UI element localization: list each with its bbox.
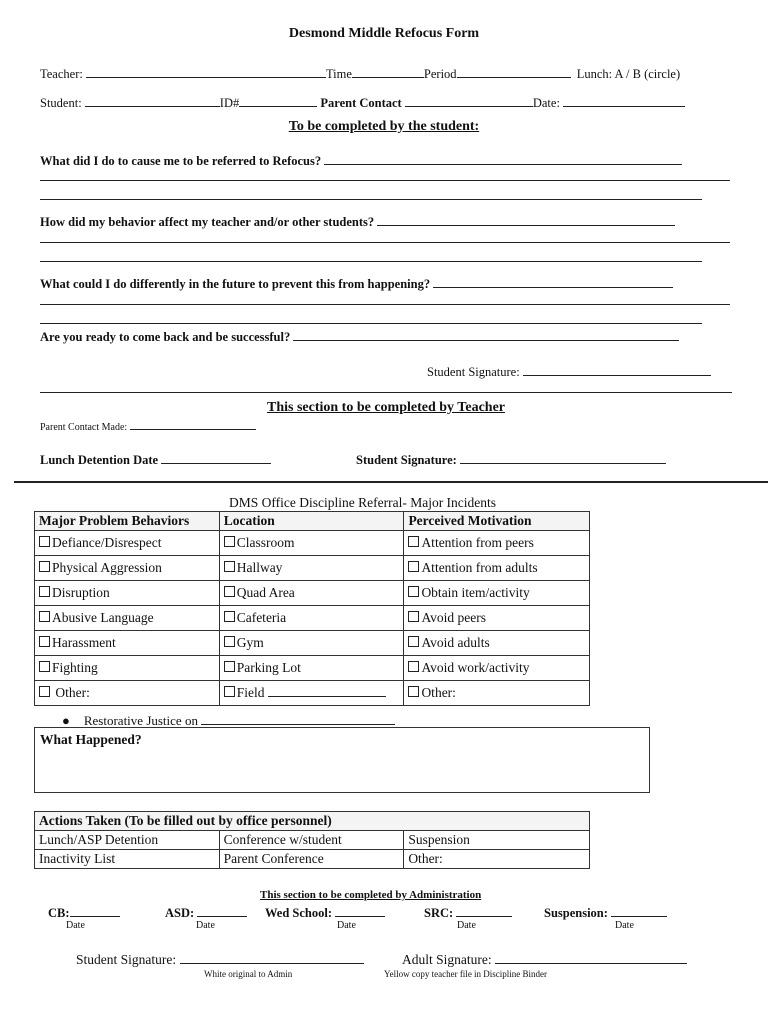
answer-2-field[interactable] xyxy=(377,213,675,226)
answer-3-field[interactable] xyxy=(433,275,673,288)
checkbox-obtain-item[interactable] xyxy=(404,581,590,606)
checkbox-avoid-peers[interactable] xyxy=(404,606,590,631)
teacher-student-signature-row xyxy=(356,451,666,468)
referral-title: DMS Office Discipline Referral- Major Incidents xyxy=(229,495,497,510)
table-row xyxy=(35,631,590,656)
question-2 xyxy=(40,213,675,230)
checkbox-physical-aggression[interactable] xyxy=(35,556,220,581)
suspension-date-label: Date xyxy=(615,920,634,931)
checkbox-icon[interactable] xyxy=(39,586,50,597)
checkbox-icon[interactable] xyxy=(224,586,235,597)
wed-school-label: Wed School: xyxy=(265,906,333,920)
lunch-detention-row xyxy=(40,451,271,468)
student-label: Student: xyxy=(40,96,82,110)
cb-field[interactable] xyxy=(70,904,120,917)
action-lunch-asp[interactable]: Lunch/ASP Detention xyxy=(35,831,220,850)
option-label: Defiance/Disrespect xyxy=(52,535,162,550)
option-label: Field xyxy=(236,685,265,700)
form-title: Desmond Middle Refocus Form xyxy=(288,26,480,41)
checkbox-icon[interactable] xyxy=(39,561,50,572)
checkbox-quad-area[interactable] xyxy=(219,581,404,606)
referral-table-header xyxy=(35,512,590,531)
action-inactivity-list[interactable]: Inactivity List xyxy=(35,850,220,869)
option-label: Physical Aggression xyxy=(52,560,162,575)
period-field[interactable] xyxy=(457,65,571,78)
actions-table xyxy=(34,811,590,869)
question-3-text: What could I do differently in the future to prevent this from happening? xyxy=(40,277,431,291)
date-field[interactable] xyxy=(563,94,685,107)
header-motivation: Perceived Motivation xyxy=(404,512,590,531)
student-row xyxy=(40,94,685,111)
checkbox-fighting[interactable] xyxy=(35,656,220,681)
checkbox-icon[interactable] xyxy=(39,636,50,647)
restorative-label: Restorative Justice on xyxy=(83,713,198,728)
student-signature-field[interactable] xyxy=(523,363,711,376)
action-suspension[interactable]: Suspension xyxy=(404,831,590,850)
option-label: Abusive Language xyxy=(52,610,154,625)
question-4 xyxy=(40,328,679,345)
suspension-label: Suspension: xyxy=(544,906,608,920)
checkbox-icon[interactable] xyxy=(408,536,419,547)
section-separator xyxy=(14,481,768,483)
option-label: Attention from adults xyxy=(421,560,538,575)
src-label: SRC: xyxy=(424,906,454,920)
checkbox-icon[interactable] xyxy=(39,686,50,697)
action-parent-conference[interactable]: Parent Conference xyxy=(219,850,404,869)
checkbox-icon[interactable] xyxy=(408,636,419,647)
answer-3-line-a[interactable] xyxy=(40,304,730,305)
checkbox-parking-lot[interactable] xyxy=(219,656,404,681)
checkbox-icon[interactable] xyxy=(224,636,235,647)
bullet-icon: ● xyxy=(62,713,70,728)
admin-asd xyxy=(165,904,247,921)
table-row xyxy=(35,606,590,631)
checkbox-icon[interactable] xyxy=(39,536,50,547)
what-happened-label: What Happened? xyxy=(40,732,142,747)
parent-contact-field[interactable] xyxy=(405,94,533,107)
checkbox-harassment[interactable] xyxy=(35,631,220,656)
checkbox-icon[interactable] xyxy=(224,561,235,572)
option-label: Fighting xyxy=(52,660,98,675)
adult-signature xyxy=(402,951,687,968)
option-label: Parking Lot xyxy=(236,660,301,675)
answer-4-field[interactable] xyxy=(293,328,679,341)
checkbox-classroom[interactable] xyxy=(219,531,404,556)
student-section-heading: To be completed by the student: xyxy=(288,119,480,134)
question-3 xyxy=(40,275,673,292)
lunch-options[interactable]: A / B (circle) xyxy=(614,67,681,81)
checkbox-abusive-language[interactable] xyxy=(35,606,220,631)
checkbox-icon[interactable] xyxy=(224,611,235,622)
checkbox-icon[interactable] xyxy=(408,686,419,697)
header-behaviors: Major Problem Behaviors xyxy=(35,512,220,531)
asd-label: ASD: xyxy=(165,906,195,920)
option-label: Classroom xyxy=(236,535,295,550)
checkbox-attention-adults[interactable] xyxy=(404,556,590,581)
referral-table xyxy=(34,511,590,706)
table-row xyxy=(35,581,590,606)
final-student-signature xyxy=(76,951,364,968)
final-student-signature-label: Student Signature: xyxy=(76,952,177,967)
admin-wed-school xyxy=(265,904,385,921)
yellow-copy-note: Yellow copy teacher file in Discipline Binder xyxy=(384,969,548,979)
parent-contact-made-row xyxy=(40,419,256,433)
option-label: Cafeteria xyxy=(236,610,287,625)
actions-title: Actions Taken (To be filled out by office personnel) xyxy=(35,812,590,831)
checkbox-avoid-work[interactable] xyxy=(404,656,590,681)
src-date-label: Date xyxy=(457,920,476,931)
parent-contact-made-field[interactable] xyxy=(130,419,256,430)
teacher-section-heading: This section to be completed by Teacher xyxy=(267,400,505,415)
divider-line xyxy=(40,392,732,393)
teacher-student-signature-field[interactable] xyxy=(460,451,666,464)
checkbox-disruption[interactable] xyxy=(35,581,220,606)
option-label: Hallway xyxy=(236,560,283,575)
checkbox-icon[interactable] xyxy=(408,611,419,622)
suspension-field[interactable] xyxy=(611,904,667,917)
checkbox-behavior-other[interactable] xyxy=(35,681,220,706)
teacher-field[interactable] xyxy=(86,65,326,78)
time-label: Time xyxy=(325,67,352,81)
answer-3-line-b[interactable] xyxy=(40,323,702,324)
student-field[interactable] xyxy=(85,94,220,107)
table-row xyxy=(35,556,590,581)
option-label: Obtain item/activity xyxy=(421,585,530,600)
asd-field[interactable] xyxy=(197,904,247,917)
question-1-text: What did I do to cause me to be referred to Refocus? xyxy=(40,154,322,168)
answer-2-line-b[interactable] xyxy=(40,261,702,262)
student-signature-row xyxy=(427,363,711,380)
parent-contact-made-label: Parent Contact Made: xyxy=(40,422,128,433)
checkbox-motivation-other[interactable] xyxy=(404,681,590,706)
question-1 xyxy=(40,152,682,169)
option-label: Avoid adults xyxy=(421,635,490,650)
answer-2-line-a[interactable] xyxy=(40,242,730,243)
restorative-field[interactable] xyxy=(201,712,395,725)
checkbox-icon[interactable] xyxy=(408,586,419,597)
teacher-student-signature-label: Student Signature: xyxy=(356,453,457,467)
action-conference-student[interactable]: Conference w/student xyxy=(219,831,404,850)
what-happened-box[interactable] xyxy=(34,727,650,793)
option-label: Other: xyxy=(421,685,456,700)
src-field[interactable] xyxy=(456,904,512,917)
asd-date-label: Date xyxy=(196,920,215,931)
option-label: Disruption xyxy=(52,585,110,600)
question-2-text: How did my behavior affect my teacher and/or other students? xyxy=(40,215,375,229)
option-label: Other: xyxy=(55,685,90,700)
checkbox-icon[interactable] xyxy=(408,661,419,672)
checkbox-icon[interactable] xyxy=(39,611,50,622)
checkbox-defiance[interactable] xyxy=(35,531,220,556)
checkbox-icon[interactable] xyxy=(408,561,419,572)
teacher-row xyxy=(40,65,680,82)
cb-date-label: Date xyxy=(66,920,85,931)
teacher-label: Teacher: xyxy=(40,67,83,81)
option-label: Avoid peers xyxy=(421,610,487,625)
checkbox-icon[interactable] xyxy=(224,686,235,697)
table-row xyxy=(35,681,590,706)
wed-school-field[interactable] xyxy=(335,904,385,917)
admin-heading: This section to be completed by Administration xyxy=(260,889,482,901)
option-label: Avoid work/activity xyxy=(421,660,530,675)
final-student-signature-field[interactable] xyxy=(180,951,364,964)
wed-school-date-label: Date xyxy=(337,920,356,931)
answer-1-field[interactable] xyxy=(324,152,682,165)
answer-1-line-b[interactable] xyxy=(40,199,702,200)
checkbox-cafeteria[interactable] xyxy=(219,606,404,631)
table-row xyxy=(35,831,590,850)
lunch-detention-label: Lunch Detention Date xyxy=(40,453,159,467)
adult-signature-field[interactable] xyxy=(495,951,687,964)
time-field[interactable] xyxy=(352,65,424,78)
checkbox-field[interactable] xyxy=(219,681,404,706)
lunch-label: Lunch: xyxy=(576,67,613,81)
id-field[interactable] xyxy=(239,94,317,107)
checkbox-avoid-adults[interactable] xyxy=(404,631,590,656)
admin-suspension xyxy=(544,904,667,921)
action-other[interactable]: Other: xyxy=(404,850,590,869)
date-label: Date: xyxy=(532,96,560,110)
option-label: Gym xyxy=(236,635,264,650)
checkbox-gym[interactable] xyxy=(219,631,404,656)
checkbox-icon[interactable] xyxy=(39,661,50,672)
checkbox-icon[interactable] xyxy=(224,661,235,672)
table-row xyxy=(35,656,590,681)
student-signature-label: Student Signature: xyxy=(427,365,520,379)
table-row xyxy=(35,531,590,556)
cb-label: CB: xyxy=(48,906,70,920)
question-4-text: Are you ready to come back and be successful? xyxy=(40,330,291,344)
option-label: Quad Area xyxy=(236,585,295,600)
answer-1-line-a[interactable] xyxy=(40,180,730,181)
admin-cb xyxy=(48,904,120,921)
option-label: Harassment xyxy=(52,635,116,650)
admin-src xyxy=(424,904,512,921)
table-row xyxy=(35,850,590,869)
checkbox-hallway[interactable] xyxy=(219,556,404,581)
actions-table-header xyxy=(35,812,590,831)
id-label: ID# xyxy=(219,96,240,110)
white-copy-note: White original to Admin xyxy=(204,969,293,979)
lunch-detention-field[interactable] xyxy=(161,451,271,464)
option-label: Attention from peers xyxy=(421,535,534,550)
checkbox-attention-peers[interactable] xyxy=(404,531,590,556)
field-location-field[interactable] xyxy=(268,686,386,697)
parent-contact-label: Parent Contact xyxy=(320,96,402,110)
checkbox-icon[interactable] xyxy=(224,536,235,547)
period-label: Period xyxy=(423,67,457,81)
header-location: Location xyxy=(219,512,404,531)
adult-signature-label: Adult Signature: xyxy=(402,952,492,967)
